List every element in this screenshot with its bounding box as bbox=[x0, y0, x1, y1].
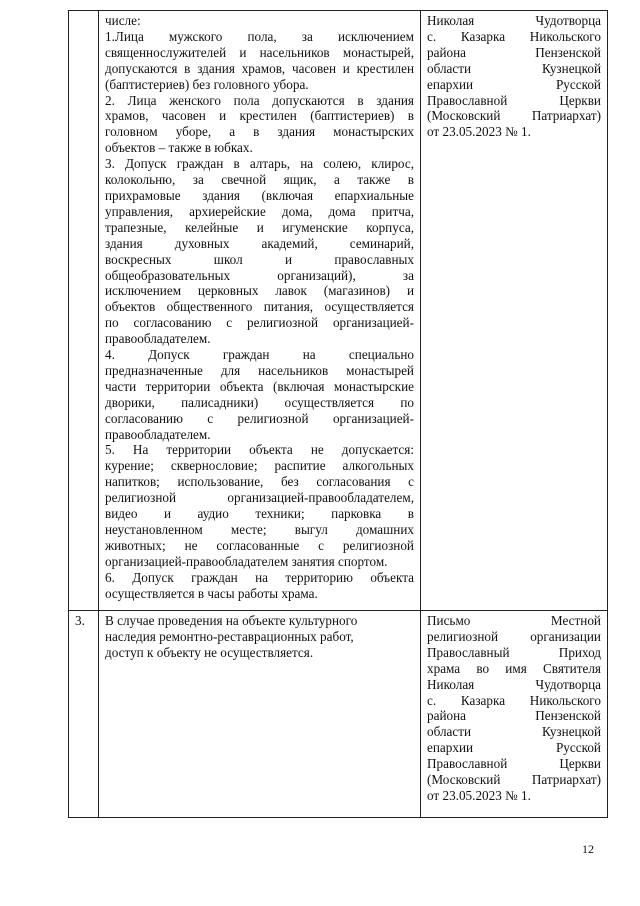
text-line: трапезные, келейные и игуменские корпуса, bbox=[105, 219, 414, 235]
text-line: Православной Церкви bbox=[427, 756, 601, 772]
text-line: области Кузнецкой bbox=[427, 60, 601, 76]
text-line: части территории объекта (включая монастырские bbox=[105, 378, 414, 394]
text-line: Письмо Местной bbox=[427, 613, 601, 628]
text-line: прихрамовые здания (включая епархиальные bbox=[105, 187, 414, 203]
text-line: напитков; использование, без согласования с bbox=[105, 474, 414, 490]
text-line: 3. Допуск граждан в алтарь, на солею, клирос, bbox=[105, 156, 414, 172]
text-line: видео и аудио техники; парковка в bbox=[105, 506, 414, 522]
text-line: 5. На территории объекта не допускается: bbox=[105, 442, 414, 458]
text-line: дворики, палисадники) осуществляется по bbox=[105, 394, 414, 410]
text-line: (Московский Патриархат) bbox=[427, 108, 601, 124]
text-line: 6. Допуск граждан на территорию объекта bbox=[105, 569, 414, 585]
requirements-cell bbox=[99, 611, 421, 818]
text-line: по согласованию с религиозной организацией- bbox=[105, 315, 414, 331]
text-line: согласованию с религиозной организацией- bbox=[105, 410, 414, 426]
text-line: В случае проведения на объекте культурного bbox=[105, 613, 358, 628]
text-line: колокольню, за свечной ящик, а также в bbox=[105, 172, 414, 188]
table-row bbox=[69, 611, 608, 818]
text-line: исключением церковных лавок (магазинов) и bbox=[105, 283, 414, 299]
text-line: животных; не согласованные с религиозной bbox=[105, 537, 414, 553]
row-number-cell bbox=[69, 11, 99, 611]
text-line: наследия ремонтно-реставрационных работ, bbox=[105, 628, 354, 644]
row-number-cell: 3. bbox=[69, 611, 99, 818]
text-line: числе: bbox=[105, 13, 141, 28]
text-line: с. Казарка Никольского bbox=[427, 692, 601, 708]
text-line: Православной Церкви bbox=[427, 92, 601, 108]
text-line: общеобразовательных организаций), за bbox=[105, 267, 414, 283]
text-line: Православный Приход bbox=[427, 644, 601, 660]
text-line: управления, архиерейские дома, дома притча, bbox=[105, 203, 414, 219]
text-line: 1.Лица мужского пола, за исключением bbox=[105, 28, 414, 44]
text-line: предназначенные для насельников монастырей bbox=[105, 362, 414, 378]
text-line: области Кузнецкой bbox=[427, 724, 601, 740]
text-line: воскресных школ и православных bbox=[105, 251, 414, 267]
text-line: организацией-правообладателем занятия спортом. bbox=[105, 553, 388, 569]
text-line: допускаются в здания храмов, часовен и крестилен bbox=[105, 60, 414, 76]
requirements-cell bbox=[99, 11, 421, 611]
text-line: 4. Допуск граждан на специально bbox=[105, 347, 414, 363]
text-line: доступ к объекту не осуществляется. bbox=[105, 644, 314, 660]
text-line: здания духовных академий, семинарий, bbox=[105, 235, 414, 251]
page-number: 12 bbox=[582, 842, 594, 856]
text-line: от 23.05.2023 № 1. bbox=[427, 124, 531, 140]
text-line: с. Казарка Никольского bbox=[427, 28, 601, 44]
source-cell bbox=[421, 611, 608, 818]
text-line: района Пензенской bbox=[427, 44, 601, 60]
text-line: правообладателем. bbox=[105, 426, 211, 442]
text-line: курение; сквернословие; распитие алкогольных bbox=[105, 458, 414, 474]
table-row bbox=[69, 11, 608, 611]
text-line: (Московский Патриархат) bbox=[427, 772, 601, 788]
text-line: священнослужителей и насельников монастырей, bbox=[105, 44, 414, 60]
text-line: неустановленном месте; выгул домашних bbox=[105, 522, 414, 537]
text-line: храма во имя Святителя bbox=[427, 660, 601, 676]
text-line: храмов, часовен и крестилен (баптистериев) в bbox=[105, 108, 414, 124]
source-cell bbox=[421, 11, 608, 611]
text-line: епархии Русской bbox=[427, 76, 601, 92]
text-line: религиозной организацией-правообладателем, bbox=[105, 490, 414, 506]
text-line: головном уборе, а в здания монастырских bbox=[105, 124, 414, 140]
requirements-table bbox=[68, 10, 608, 818]
text-line: 2. Лица женского пола допускаются в здания bbox=[105, 92, 414, 108]
text-line: объектов общественного питания, осуществляется bbox=[105, 299, 414, 315]
text-line: (баптистериев) без головного убора. bbox=[105, 76, 309, 92]
text-line: Николая Чудотворца bbox=[427, 676, 601, 692]
text-line: епархии Русской bbox=[427, 740, 601, 756]
text-line: Николая Чудотворца bbox=[427, 13, 601, 28]
text-line: от 23.05.2023 № 1. bbox=[427, 787, 531, 803]
text-line: объектов – также в юбках. bbox=[105, 140, 253, 156]
text-line: религиозной организации bbox=[427, 628, 601, 644]
text-line: района Пензенской bbox=[427, 708, 601, 724]
text-line: правообладателем. bbox=[105, 331, 211, 347]
text-line: осуществляется в часы работы храма. bbox=[105, 585, 318, 601]
